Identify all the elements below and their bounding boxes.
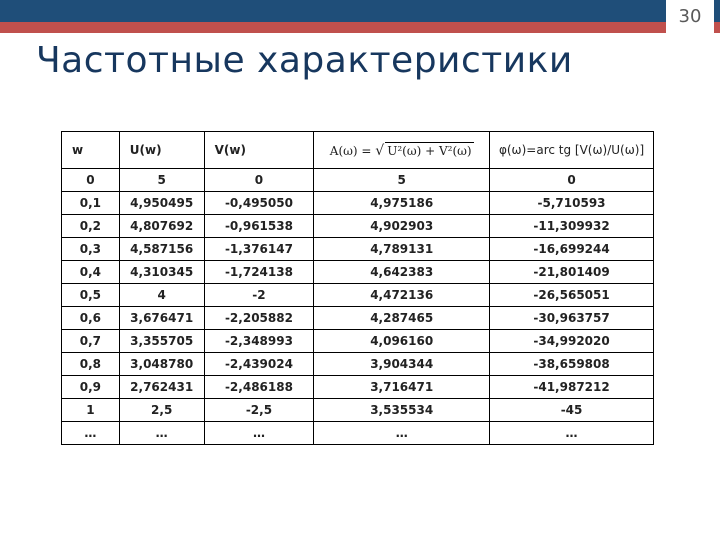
table-row	[62, 376, 654, 399]
table-row	[62, 353, 654, 376]
header-amplitude-formula	[314, 132, 490, 169]
header-v: V(w)	[204, 132, 314, 169]
table-cell: 3,535534	[314, 399, 490, 422]
table-cell: 5	[119, 169, 204, 192]
formula-a-lhs: A(ω) =	[329, 143, 376, 158]
table-cell: 0,2	[62, 215, 120, 238]
table-cell: 4,975186	[314, 192, 490, 215]
table-cell: -30,963757	[490, 307, 654, 330]
header-w: w	[62, 132, 120, 169]
formula-a-radicand: U²(ω) + V²(ω)	[387, 143, 472, 158]
table-cell: 1	[62, 399, 120, 422]
table-cell: …	[314, 422, 490, 445]
table-cell: -2,439024	[204, 353, 314, 376]
table-cell: -21,801409	[490, 261, 654, 284]
table-row	[62, 169, 654, 192]
table-cell: …	[62, 422, 120, 445]
table-cell: 0,4	[62, 261, 120, 284]
table-cell: -1,724138	[204, 261, 314, 284]
table-row	[62, 238, 654, 261]
table-cell: 0,9	[62, 376, 120, 399]
table-cell: 5	[314, 169, 490, 192]
table-cell: -41,987212	[490, 376, 654, 399]
table-row	[62, 330, 654, 353]
table-row	[62, 215, 654, 238]
table-cell: 4,310345	[119, 261, 204, 284]
header-phase-formula	[490, 132, 654, 169]
table-cell: -26,565051	[490, 284, 654, 307]
table-cell: -2,5	[204, 399, 314, 422]
formula-phi: φ(ω)=arc tg [V(ω)/U(ω)]	[498, 143, 645, 157]
table-cell: -45	[490, 399, 654, 422]
table-cell: 3,904344	[314, 353, 490, 376]
table-cell: -38,659808	[490, 353, 654, 376]
table-cell: -34,992020	[490, 330, 654, 353]
table-cell: 2,762431	[119, 376, 204, 399]
table-cell: 4,950495	[119, 192, 204, 215]
table-cell: 3,355705	[119, 330, 204, 353]
accent-bar	[0, 22, 720, 33]
table-cell: 4,789131	[314, 238, 490, 261]
table-cell: 3,716471	[314, 376, 490, 399]
table-cell: 3,048780	[119, 353, 204, 376]
table-cell: -1,376147	[204, 238, 314, 261]
table-cell: -11,309932	[490, 215, 654, 238]
slide-title: Частотные характеристики	[36, 40, 573, 81]
table-cell: 0,8	[62, 353, 120, 376]
table-cell: 0	[62, 169, 120, 192]
table-cell: 0,5	[62, 284, 120, 307]
table-cell: 3,676471	[119, 307, 204, 330]
table-cell: -0,961538	[204, 215, 314, 238]
table-cell: 0,6	[62, 307, 120, 330]
table-cell: …	[119, 422, 204, 445]
table-cell: 4,902903	[314, 215, 490, 238]
table-cell: -5,710593	[490, 192, 654, 215]
table-cell: 0	[490, 169, 654, 192]
table-cell: -2,348993	[204, 330, 314, 353]
table-cell: 0,3	[62, 238, 120, 261]
table-row	[62, 399, 654, 422]
table-row	[62, 192, 654, 215]
table-cell: 2,5	[119, 399, 204, 422]
table-row	[62, 422, 654, 445]
table-cell: 0,1	[62, 192, 120, 215]
table-row	[62, 284, 654, 307]
top-bar	[0, 0, 720, 22]
table-cell: 4,642383	[314, 261, 490, 284]
data-table	[61, 131, 654, 445]
table-cell: 4,807692	[119, 215, 204, 238]
table-cell: 4	[119, 284, 204, 307]
table-cell: -0,495050	[204, 192, 314, 215]
table-cell: 4,287465	[314, 307, 490, 330]
page-number: 30	[678, 6, 702, 27]
table-header-row	[62, 132, 654, 169]
table-cell: …	[490, 422, 654, 445]
table-cell: 4,096160	[314, 330, 490, 353]
table-cell: 4,472136	[314, 284, 490, 307]
sqrt-symbol: √	[375, 142, 385, 159]
table-cell: -2,486188	[204, 376, 314, 399]
table-cell: 0,7	[62, 330, 120, 353]
table-cell: -2	[204, 284, 314, 307]
table-cell: -16,699244	[490, 238, 654, 261]
table-row	[62, 307, 654, 330]
table-cell: -2,205882	[204, 307, 314, 330]
table-cell: 0	[204, 169, 314, 192]
table-row	[62, 261, 654, 284]
table-cell: 4,587156	[119, 238, 204, 261]
table-cell: …	[204, 422, 314, 445]
header-u: U(w)	[119, 132, 204, 169]
